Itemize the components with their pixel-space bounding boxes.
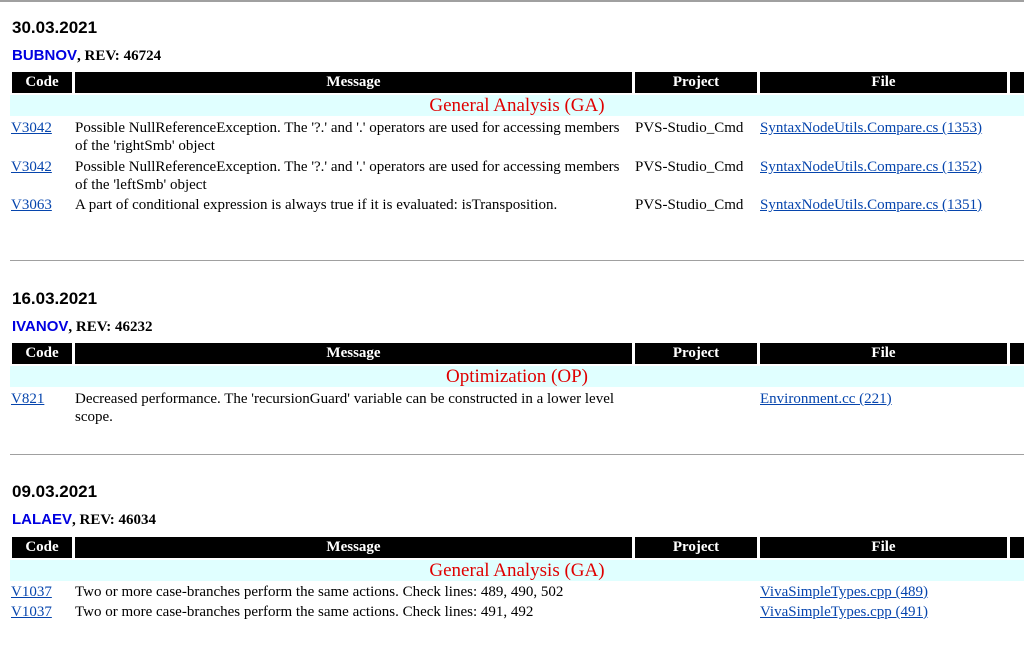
author-separator: , [72, 512, 80, 528]
diagnostic-code-link[interactable]: V821 [11, 391, 45, 407]
file-link[interactable]: SyntaxNodeUtils.Compare.cs (1351) [760, 197, 983, 213]
file-link[interactable]: Environment.cc (221) [760, 391, 892, 407]
author-separator: , [77, 48, 85, 64]
column-header-message: Message [75, 343, 632, 364]
author-line [12, 47, 161, 65]
commit-date: 09.03.2021 [12, 482, 98, 501]
column-header-file: File [760, 343, 1007, 364]
author-name: LALAEV [12, 511, 72, 528]
diagnostic-message: Decreased performance. The 'recursionGuard' variable can be constructed in a lower level scope. [75, 391, 615, 425]
diagnostic-code-link[interactable]: V3042 [11, 159, 52, 175]
column-header-filler [1010, 537, 1024, 558]
column-header-project: Project [635, 343, 757, 364]
author-name: IVANOV [12, 318, 69, 335]
revision-number: 46232 [114, 319, 153, 335]
file-link[interactable]: VivaSimpleTypes.cpp (489) [760, 584, 929, 600]
column-header-code: Code [12, 537, 72, 558]
commit-date: 16.03.2021 [12, 289, 98, 308]
column-header-file: File [760, 537, 1007, 558]
diagnostic-code-link[interactable]: V3063 [11, 197, 52, 213]
project-name: PVS-Studio_Cmd [635, 159, 744, 175]
revision-label: REV: [84, 48, 120, 64]
section-divider [10, 454, 1024, 455]
author-line [12, 318, 152, 336]
diagnostic-code-link[interactable]: V3042 [11, 120, 52, 136]
column-header-project: Project [635, 537, 757, 558]
diagnostic-message: Two or more case-branches perform the same actions. Check lines: 489, 490, 502 [75, 584, 564, 600]
table-header [10, 537, 1024, 558]
author-separator: , [68, 319, 76, 335]
column-header-message: Message [75, 72, 632, 93]
diagnostic-message: Possible NullReferenceException. The '?.' and '.' operators are used for accessing members of the 'leftSmb' object [75, 159, 620, 193]
table-header [10, 343, 1024, 364]
diagnostic-message: A part of conditional expression is always true if it is evaluated: isTransposition. [75, 197, 558, 213]
commit-date: 30.03.2021 [12, 18, 98, 37]
file-link[interactable]: VivaSimpleTypes.cpp (491) [760, 604, 929, 620]
table-header [10, 72, 1024, 93]
diagnostic-message: Two or more case-branches perform the same actions. Check lines: 491, 492 [75, 604, 534, 620]
project-name: PVS-Studio_Cmd [635, 197, 744, 213]
group-title: General Analysis (GA) [10, 95, 1024, 116]
group-title: Optimization (OP) [10, 366, 1024, 387]
project-name: PVS-Studio_Cmd [635, 120, 744, 136]
column-header-file: File [760, 72, 1007, 93]
revision-label: REV: [79, 512, 115, 528]
section-divider [10, 260, 1024, 261]
top-divider [0, 0, 1024, 2]
diagnostic-code-link[interactable]: V1037 [11, 604, 52, 620]
author-name: BUBNOV [12, 47, 78, 64]
revision-number: 46034 [118, 512, 157, 528]
file-link[interactable]: SyntaxNodeUtils.Compare.cs (1352) [760, 159, 983, 175]
column-header-code: Code [12, 343, 72, 364]
author-line [12, 511, 156, 529]
file-link[interactable]: SyntaxNodeUtils.Compare.cs (1353) [760, 120, 983, 136]
revision-label: REV: [75, 319, 112, 335]
column-header-filler [1010, 72, 1024, 93]
column-header-code: Code [12, 72, 72, 93]
column-header-project: Project [635, 72, 757, 93]
group-title: General Analysis (GA) [10, 560, 1024, 581]
diagnostic-code-link[interactable]: V1037 [11, 584, 52, 600]
column-header-message: Message [75, 537, 632, 558]
revision-number: 46724 [123, 48, 162, 64]
diagnostic-message: Possible NullReferenceException. The '?.' and '.' operators are used for accessing members of the 'rightSmb' object [75, 120, 620, 154]
column-header-filler [1010, 343, 1024, 364]
